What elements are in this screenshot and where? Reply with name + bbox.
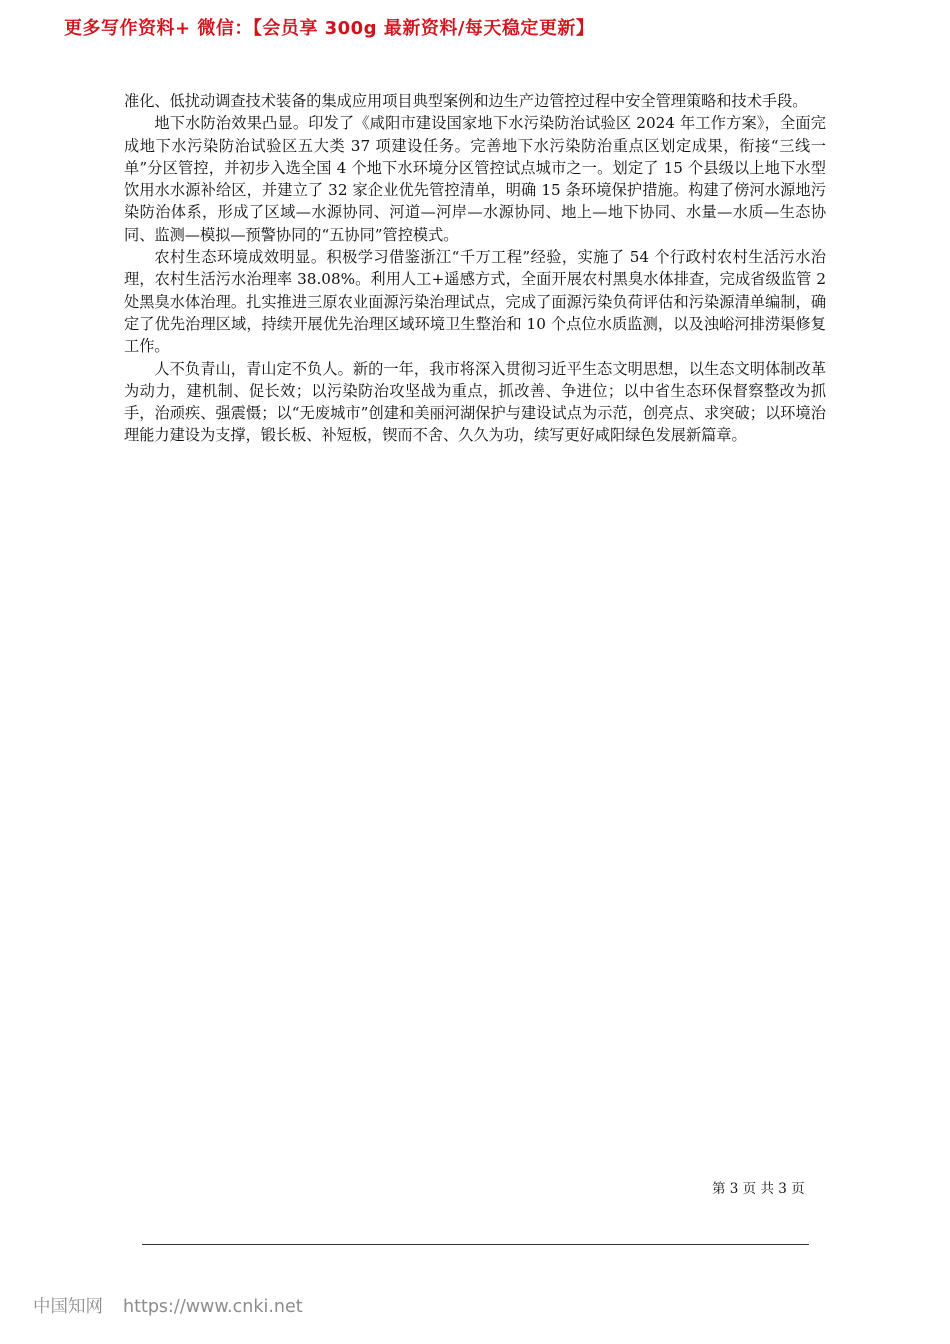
watermark-name: 中国知网 bbox=[33, 1297, 103, 1317]
paragraph-continuation: 准化、低扰动调查技术装备的集成应用项目典型案例和边生产边管控过程中安全管理策略和技术手段。 bbox=[124, 92, 808, 110]
paragraph-groundwater: 地下水防治效果凸显。印发了《咸阳市建设国家地下水污染防治试验区 2024 年工作方案》，全面完成地下水污染防治试验区五大类 37 项建设任务。完善地下水污染防治重点区划定成果，衔接“三线一单”分区管控，并初步入选全国 4 个地下水环境分区管控试点城市之一。划定了 15 个县级以上地下水型饮用水水源补给区，并建立了 32 家企业优先管控清单，明确 15 条环境保护措施。构建了傍河水源地污染防治体系，形成了区域—水源协同、河道—河岸—水源协同、地上—地下协同、水量—水质—生态协同、监测—模拟—预警协同的“五协同”管控模式。 bbox=[124, 114, 826, 244]
watermark bbox=[33, 1293, 303, 1318]
promo-banner: 更多写作资料+ 微信：【会员享 300g 最新资料/每天稳定更新】 bbox=[64, 18, 595, 39]
page-number: 第 3 页 共 3 页 bbox=[712, 1181, 805, 1197]
footer-divider bbox=[142, 1244, 809, 1245]
paragraph-conclusion: 人不负青山，青山定不负人。新的一年，我市将深入贯彻习近平生态文明思想，以生态文明体制改革为动力，建机制、促长效；以污染防治攻坚战为重点，抓改善、争进位；以中省生态环保督察整改为抓手，治顽疾、强震慑；以“无废城市”创建和美丽河湖保护与建设试点为示范，创亮点、求突破；以环境治理能力建设为支撑，锻长板、补短板，锲而不舍、久久为功，续写更好咸阳绿色发展新篇章。 bbox=[124, 359, 826, 445]
paragraph-rural-environment: 农村生态环境成效明显。积极学习借鉴浙江“千万工程”经验，实施了 54 个行政村农村生活污水治理，农村生活污水治理率 38.08%。利用人工+遥感方式，全面开展农村黑臭水体排查，完成省级监管 2 处黑臭水体治理。扎实推进三原农业面源污染治理试点，完成了面源污染负荷评估和污染源清单编制，确定了优先治理区域，持续开展优先治理区域环境卫生整治和 10 个点位水质监测，以及浊峪河排涝渠修复工作。 bbox=[124, 248, 826, 356]
document-body bbox=[124, 90, 826, 447]
watermark-url: https://www.cnki.net bbox=[123, 1297, 303, 1317]
